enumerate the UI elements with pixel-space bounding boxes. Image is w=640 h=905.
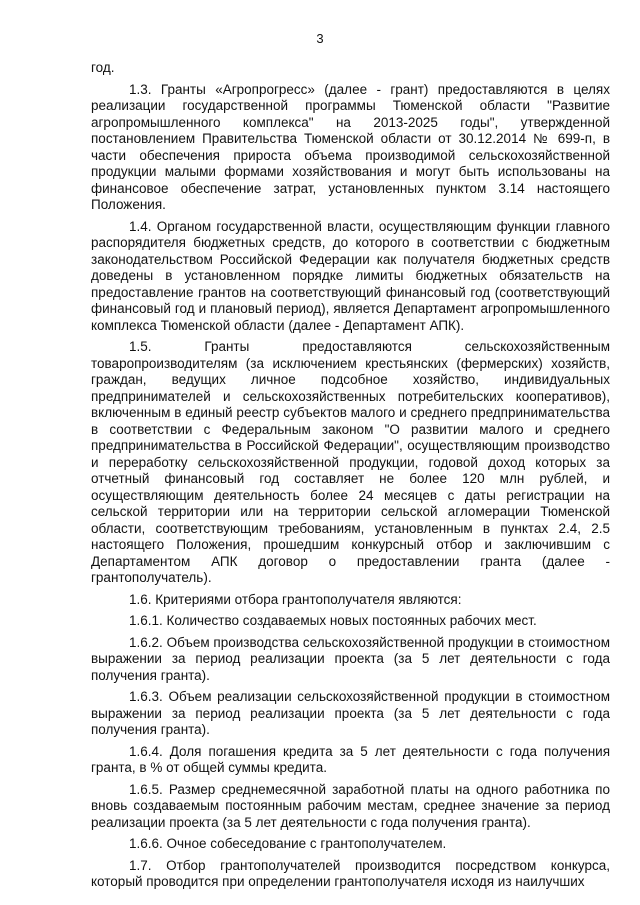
paragraph-continuation: год.: [91, 60, 115, 75]
paragraph-1-6: 1.6. Критериями отбора грантополучателя являются:: [129, 591, 462, 607]
paragraph-1-6-6: 1.6.6. Очное собеседование с грантополучателем.: [129, 836, 447, 851]
paragraph-1-6-1: 1.6.1. Количество создаваемых новых постоянных рабочих мест.: [129, 613, 537, 628]
document-body: [91, 60, 610, 896]
paragraph-1-3: 1.3. Гранты «Агропрогресс» (далее - грант) предоставляются в целях реализации государственной программы Тюменской области "Развитие агропромышленного комплекса" на 2013-2025 годы", утвержденной постановлением Правительства Тюменской области от 30.12.2014 № 699-п, в части обеспечения прироста объема производимой сельскохозяйственной продукции малыми формами хозяйствования и могут быть использованы на финансовое обеспечение затрат, установленных пунктом 3.14 настоящего Положения.: [91, 81, 610, 212]
paragraph-1-5: 1.5. Гранты предоставляются сельскохозяйственным товаропроизводителям (за исключением крестьянских (фермерских) хозяйств, граждан, ведущих личное подсобное хозяйство, индивидуальных предпринимателей и сельскохозяйственных потребительских кооперативов), включенным в единый реестр субъектов малого и среднего предпринимательства в соответствии с Федеральным законом "О развитии малого и среднего предпринимательства в Российской Федерации", осуществляющим производство и переработку сельскохозяйственной продукции, годовой доход которых за отчетный финансовый год составляет не более 120 млн рублей, и осуществляющим деятельность более 24 месяцев с даты регистрации на сельской территории или на территории сельской агломерации Тюменской области, соответствующим требованиям, установленным в пунктах 2.4, 2.5 настоящего Положения, прошедшим конкурсный отбор и заключившим с Департаментом АПК договор о предоставлении гранта (далее - грантополучатель).: [91, 339, 610, 585]
paragraph-1-6-4: 1.6.4. Доля погашения кредита за 5 лет деятельности с года получения гранта, в % от общей суммы кредита.: [91, 743, 610, 775]
page-number: 3: [316, 31, 324, 46]
paragraph-1-6-5: 1.6.5. Размер среднемесячной заработной платы на одного работника по вновь создаваемым постоянным рабочим местам, среднее значение за период реализации проекта (за 5 лет деятельности с года получения гранта).: [91, 781, 610, 830]
paragraph-1-7: 1.7. Отбор грантополучателей производится посредством конкурса, который проводится при определении грантополучателя исходя из наилучших: [91, 857, 610, 889]
paragraph-1-4: 1.4. Органом государственной власти, осуществляющим функции главного распорядителя бюджетных средств, до которого в соответствии с бюджетным законодательством Российской Федерации как получателя бюджетных средств доведены в установленном порядке лимиты бюджетных обязательств на предоставление грантов на соответствующий финансовый год (соответствующий финансовый год и плановый период), является Департамент агропромышленного комплекса Тюменской области (далее - Департамент АПК).: [91, 218, 610, 333]
paragraph-1-6-3: 1.6.3. Объем реализации сельскохозяйственной продукции в стоимостном выражении за период реализации проекта (за 5 лет деятельности с года получения гранта).: [91, 689, 610, 737]
paragraph-1-6-2: 1.6.2. Объем производства сельскохозяйственной продукции в стоимостном выражении за период реализации проекта (за 5 лет деятельности с года получения гранта).: [91, 634, 610, 683]
